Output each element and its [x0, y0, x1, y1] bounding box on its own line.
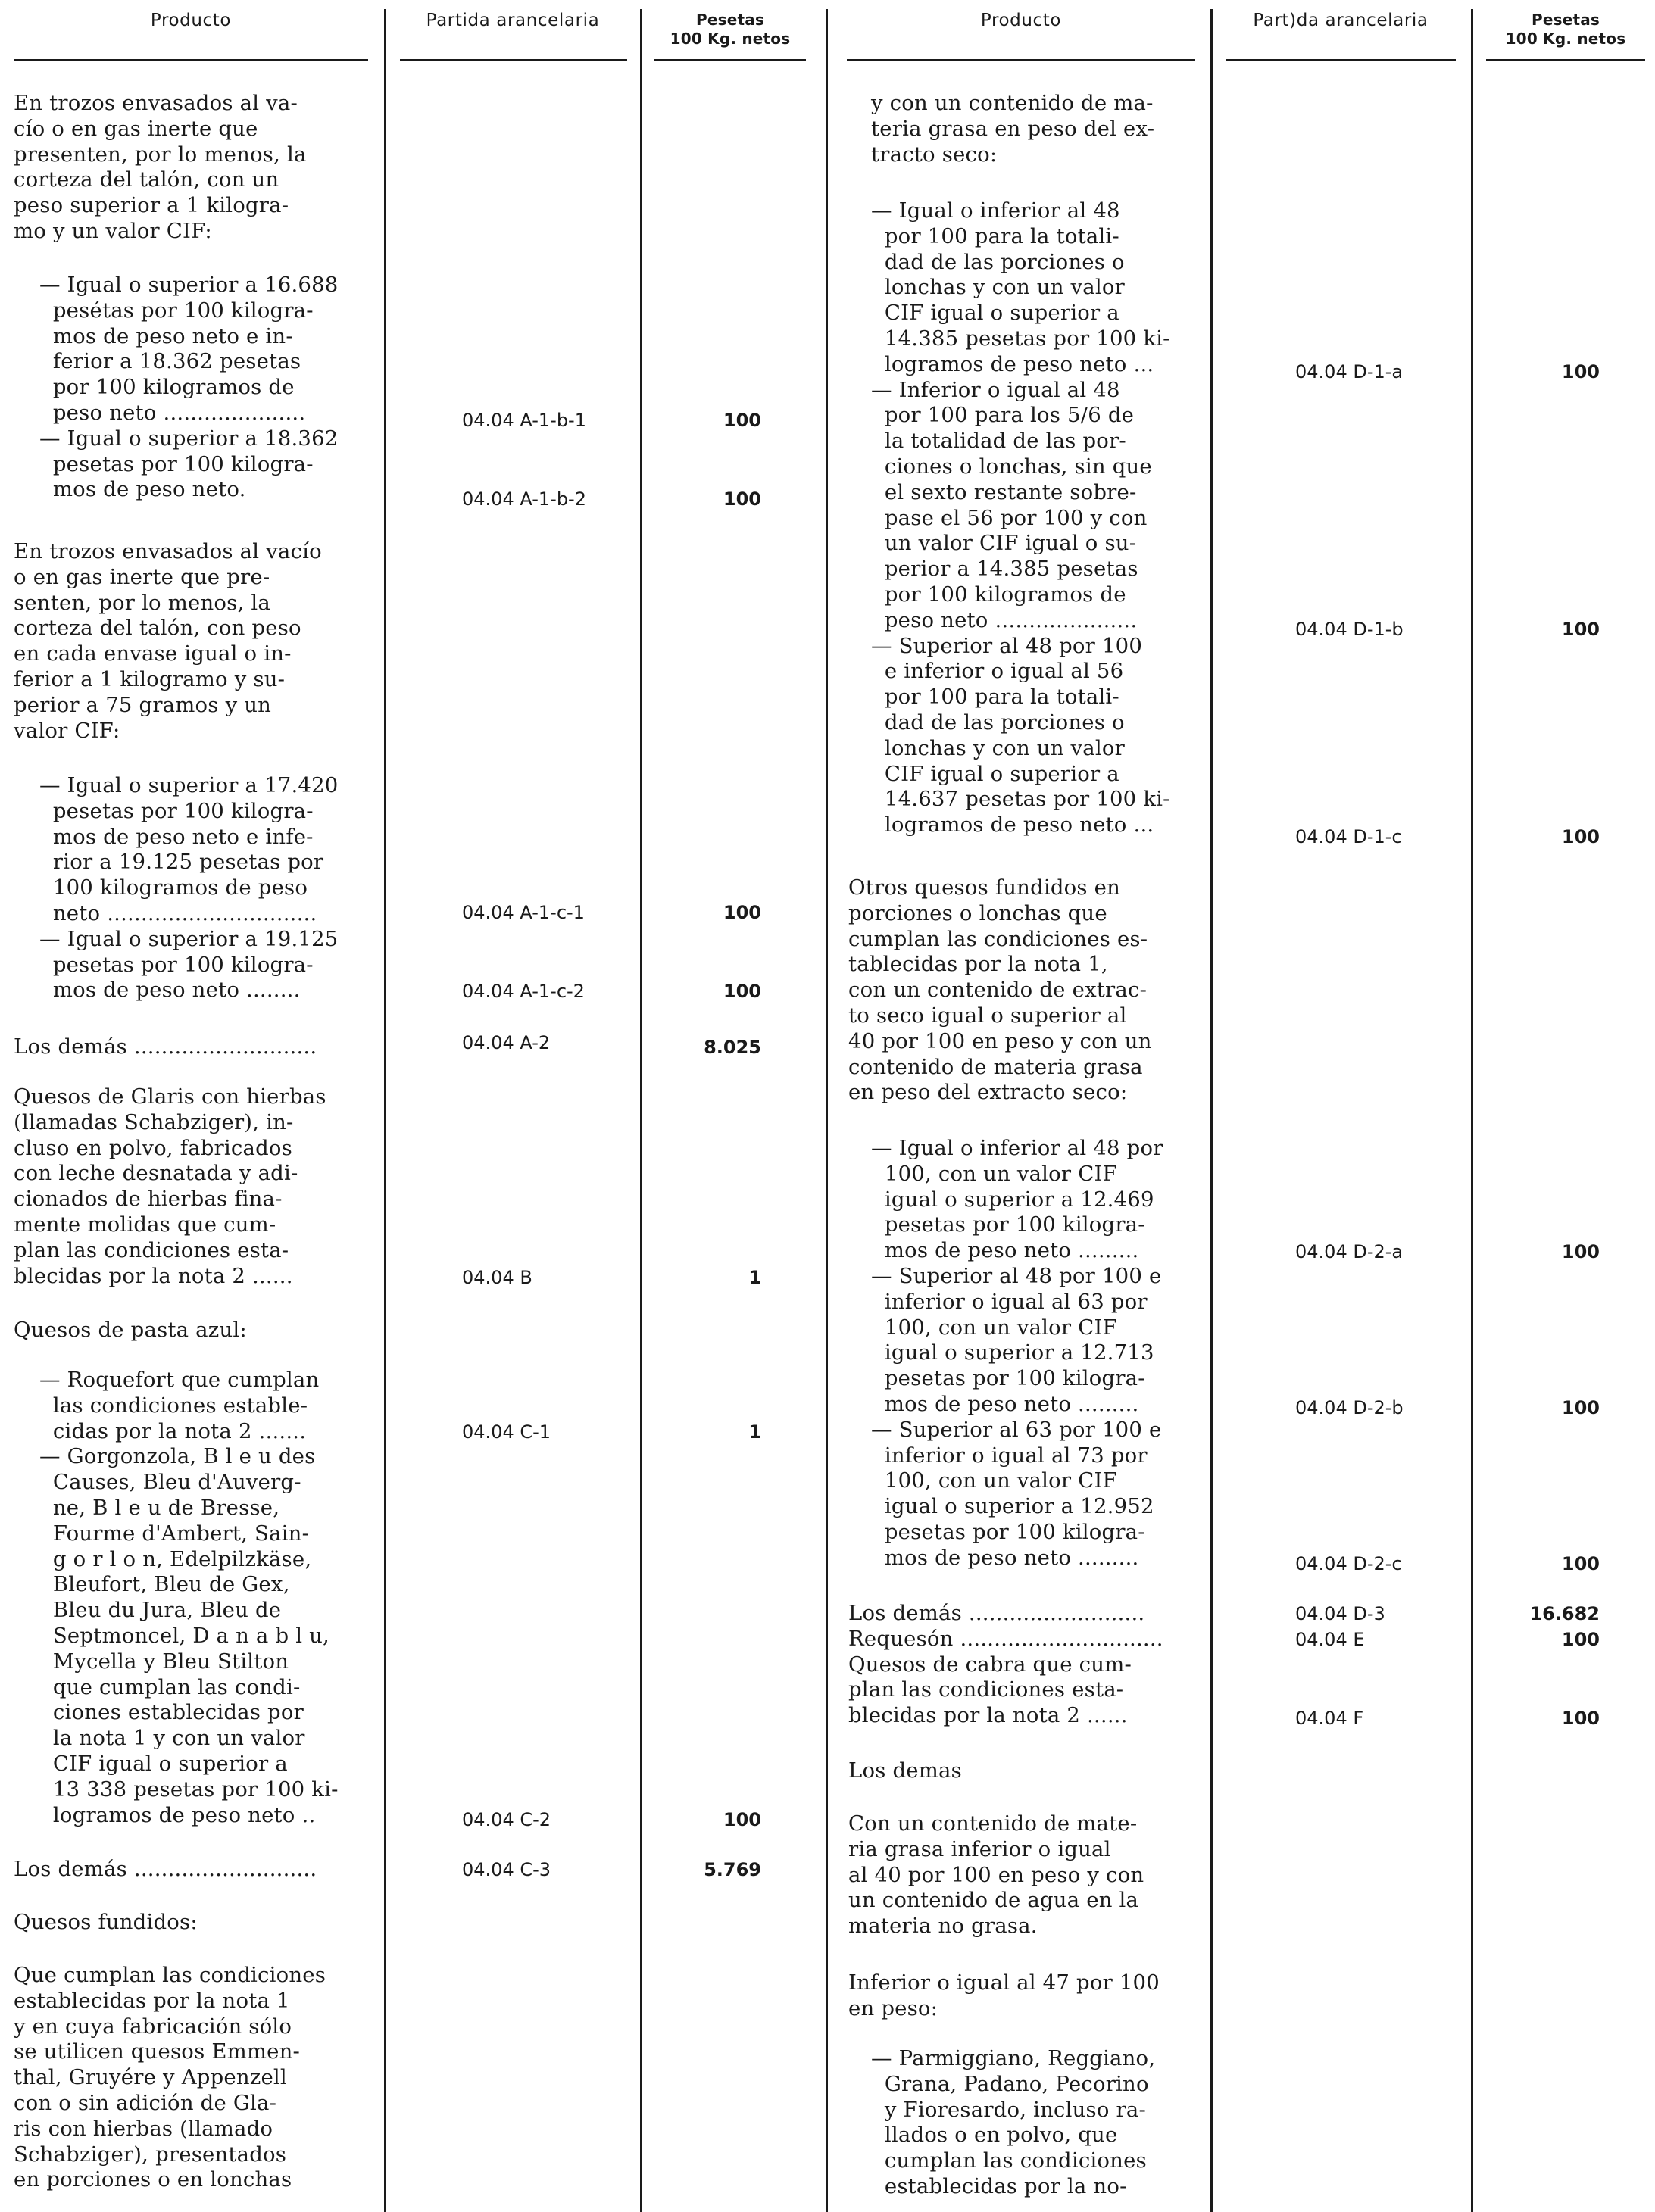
right-materia-grasa-40: Con un contenido de mate- ria grasa inferior o igual al 40 por 100 en peso y con un contenido de agua en la materia no grasa. [848, 1811, 1144, 1939]
right-d2-options: — Igual o inferior al 48 por 100, con un valor CIF igual o superior a 12.469 pesetas por 100 kilogra- mos de peso neto ......... — Superior al 48 por 100 e inferior o igual al 63 por 100, con un valor CIF igual o superior a 12.713 pesetas por 100 kilogra- mos de peso neto ......... — Superior al 63 por 100 e inferior o igual al 73 por 100, con un valor CIF igual o superior a 12.952 pesetas por 100 kilogra- mos de peso neto ......... [871, 1136, 1163, 1570]
left-code-c1: 04.04 C-1 [462, 1421, 551, 1443]
left-los-demas-a2: Los demás ........................... [14, 1034, 317, 1059]
right-los-demas: Los demas [848, 1758, 962, 1783]
right-value-d2a: 100 [1561, 1241, 1600, 1262]
left-fundidos-condiciones: Que cumplan las condiciones establecidas por la nota 1 y en cuya fabricación sólo se utilicen quesos Emmen- thal, Gruyére y Appenzell con o sin adición de Gla- ris con hierbas (llamado Schabziger), presentados en porciones o en lonchas [14, 1963, 326, 2192]
right-code-d1c: 04.04 D-1-c [1295, 826, 1402, 847]
left-trozos-inferior-1kg: En trozos envasados al vacío o en gas inerte que pre- senten, por lo menos, la corteza del talón, con peso en cada envase igual o in- ferior a 1 kilogramo y su- perior a 75 gramos y un valor CIF: [14, 539, 322, 743]
right-value-f: 100 [1561, 1708, 1600, 1729]
header-rule-right-pesetas [1486, 59, 1645, 61]
left-quesos-fundidos: Quesos fundidos: [14, 1910, 198, 1934]
right-code-d2a: 04.04 D-2-a [1295, 1241, 1404, 1262]
right-value-d2b: 100 [1561, 1397, 1600, 1418]
left-quesos-glaris: Quesos de Glaris con hierbas (llamadas Schabziger), in- cluso en polvo, fabricados con leche desnatada y adi- cionados de hierbas fina- mente molidas que cum- plan las condiciones esta- blecidas por la nota 2 ...... [14, 1084, 326, 1288]
right-d1-options: — Igual o inferior al 48 por 100 para la totali- dad de las porciones o lonchas y con un valor CIF igual o superior a 14.385 pesetas por 100 ki- logramos de peso neto ... — Inferior o igual al 48 por 100 para los 5/6 de la totalidad de las por- ciones o lonchas, sin que el sexto restante sobre- pase el 56 por 100 y con un valor CIF igual o su- perior a 14.385 pesetas por 100 kilogramos de peso neto ..................... — Superior al 48 por 100 e inferior o igual al 56 por 100 para la totali- dad de las porciones o lonchas y con un valor CIF igual o superior a 14.637 pesetas por 100 ki- logramos de peso neto ... [871, 198, 1170, 838]
left-value-a1c1: 100 [723, 902, 761, 923]
column-divider-5 [1471, 9, 1473, 2212]
right-value-d3: 16.682 [1529, 1603, 1600, 1624]
left-trozos-superior-1kg: En trozos envasados al va- cío o en gas inerte que presenten, por lo menos, la corteza del talón, con un peso superior a 1 kilogra- mo y un valor CIF: [14, 91, 307, 243]
right-code-d2c: 04.04 D-2-c [1295, 1553, 1402, 1574]
header-rule-left-partida [400, 59, 627, 61]
column-divider-3 [826, 9, 828, 2212]
right-code-d2b: 04.04 D-2-b [1295, 1397, 1404, 1418]
right-contenido-materia-grasa: y con un contenido de ma- teria grasa en peso del ex- tracto seco: [871, 91, 1155, 167]
left-value-a2: 8.025 [704, 1037, 761, 1058]
left-value-a1b2: 100 [723, 488, 761, 510]
left-value-c3: 5.769 [704, 1859, 761, 1880]
header-partida-right: Part)da arancelaria [1253, 11, 1429, 30]
right-code-d1a: 04.04 D-1-a [1295, 361, 1404, 382]
left-cif-a1c-options: — Igual o superior a 17.420 pesetas por 100 kilogra- mos de peso neto e infe- rior a 19.125 pesetas por 100 kilogramos de peso neto ............................... — Igual o superior a 19.125 pesetas por 100 kilogra- mos de peso neto ........ [39, 773, 339, 1003]
column-divider-4 [1210, 9, 1213, 2212]
right-code-d3: 04.04 D-3 [1295, 1603, 1385, 1624]
left-cif-a1b-options: — Igual o superior a 16.688 pesétas por 100 kilogra- mos de peso neto e in- ferior a 18.362 pesetas por 100 kilogramos de peso neto ..................... — Igual o superior a 18.362 pesetas por 100 kilogra- mos de peso neto. [39, 273, 339, 502]
right-value-d1b: 100 [1561, 619, 1600, 640]
header-pesetas-right: Pesetas 100 Kg. netos [1505, 11, 1626, 48]
left-code-a1c1: 04.04 A-1-c-1 [462, 902, 585, 923]
left-code-a1b1: 04.04 A-1-b-1 [462, 410, 586, 431]
right-value-e: 100 [1561, 1629, 1600, 1650]
right-value-d2c: 100 [1561, 1553, 1600, 1574]
right-code-e: 04.04 E [1295, 1629, 1365, 1650]
left-value-c2: 100 [723, 1809, 761, 1830]
right-code-f: 04.04 F [1295, 1708, 1364, 1729]
right-parmiggiano-options: — Parmiggiano, Reggiano, Grana, Padano, Pecorino y Fioresardo, incluso ra- llados o en polvo, que cumplan las condiciones establecidas por la no- [871, 2046, 1156, 2198]
right-value-d1c: 100 [1561, 826, 1600, 847]
header-rule-right-partida [1226, 59, 1456, 61]
left-pasta-azul-options: — Roquefort que cumplan las condiciones estable- cidas por la nota 2 ....... — Gorgonzola, B l e u des Causes, Bleu d'Auverg- ne, B l e u de Bresse, Fourme d'Ambert, Sain- g o r l o n, Edelpilzkäse, Bleufort, Bleu de Gex, Bleu du Jura, Bleu de Septmoncel, D a n a b l u, Mycella y Bleu Stilton que cumplan las condi- ciones establecidas por la nota 1 y con un valor CIF igual o superior a 13 338 pesetas por 100 ki- logramos de peso neto .. [39, 1368, 339, 1827]
left-code-b: 04.04 B [462, 1267, 532, 1288]
left-quesos-pasta-azul: Quesos de pasta azul: [14, 1318, 247, 1342]
left-value-c1: 1 [748, 1421, 761, 1443]
left-value-a1b1: 100 [723, 410, 761, 431]
left-code-c2: 04.04 C-2 [462, 1809, 551, 1830]
right-inferior-47: Inferior o igual al 47 por 100 en peso: [848, 1970, 1160, 2020]
left-value-b: 1 [748, 1267, 761, 1288]
header-rule-right-producto [847, 59, 1195, 61]
left-value-a1c2: 100 [723, 981, 761, 1002]
left-los-demas-c3: Los demás ........................... [14, 1857, 317, 1881]
header-pesetas-left: Pesetas 100 Kg. netos [670, 11, 791, 48]
left-code-a1b2: 04.04 A-1-b-2 [462, 488, 586, 510]
header-producto-left: Producto [150, 11, 232, 30]
column-divider-1 [384, 9, 386, 2212]
right-code-d1b: 04.04 D-1-b [1295, 619, 1404, 640]
right-otros-quesos-fundidos: Otros quesos fundidos en porciones o lonchas que cumplan las condiciones es- tablecidas por la nota 1, con un contenido de extrac- to seco igual o superior al 40 por 100 en peso y con un contenido de materia grasa en peso del extracto seco: [848, 875, 1152, 1105]
left-code-a1c2: 04.04 A-1-c-2 [462, 981, 585, 1002]
header-producto-right: Producto [980, 11, 1062, 30]
right-los-demas-requeson-cabra: Los demás .......................... Requesón .............................. Quesos de cabra que cum- plan las condiciones esta- blecidas por la nota 2 ...... [848, 1601, 1163, 1728]
header-rule-left-pesetas [654, 59, 806, 61]
right-value-d1a: 100 [1561, 361, 1600, 382]
left-code-c3: 04.04 C-3 [462, 1859, 551, 1880]
header-rule-left-producto [14, 59, 368, 61]
left-code-a2: 04.04 A-2 [462, 1032, 551, 1053]
header-partida-left: Partida arancelaria [426, 11, 600, 30]
